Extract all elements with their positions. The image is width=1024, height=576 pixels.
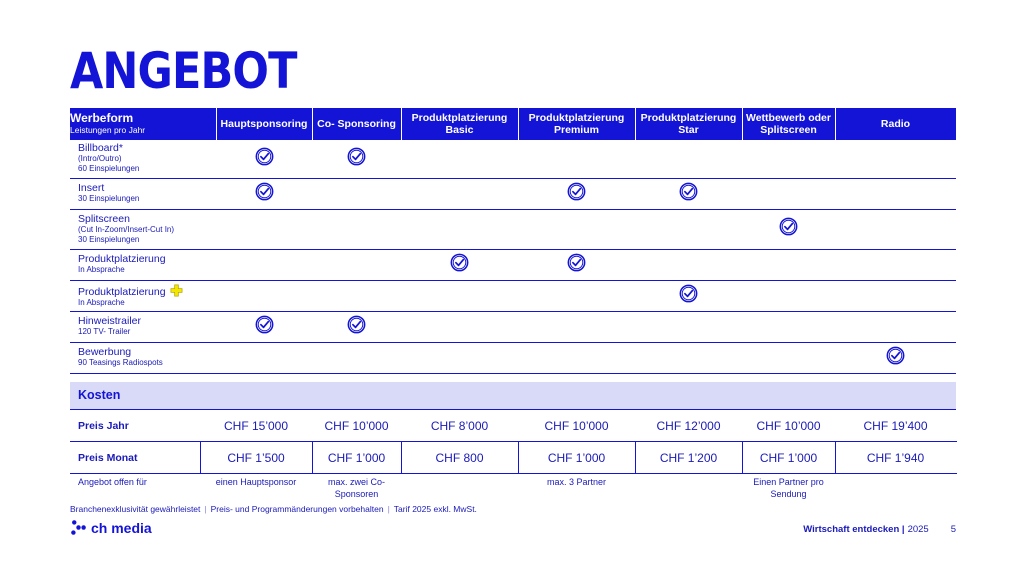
price-cell: CHF 1’000 xyxy=(742,442,835,474)
check-cell xyxy=(312,178,401,209)
row-subtitle: 30 Einspielungen xyxy=(78,234,140,244)
check-cell xyxy=(835,140,956,178)
offer-label: Angebot offen für xyxy=(78,477,147,487)
table-row xyxy=(70,442,956,474)
check-cell xyxy=(635,249,742,280)
check-cell xyxy=(835,209,956,249)
plus-icon xyxy=(170,284,183,297)
row-label xyxy=(70,178,216,209)
row-title: Splitscreen xyxy=(78,212,130,225)
check-cell xyxy=(518,311,635,342)
check-cell xyxy=(518,280,635,311)
check-cell xyxy=(635,178,742,209)
check-circle-icon xyxy=(567,253,586,272)
check-cell xyxy=(518,249,635,280)
footnote-text: Tarif 2025 exkl. MwSt. xyxy=(393,504,477,514)
header-col: Produktplatzierung Basic xyxy=(401,108,518,140)
check-cell xyxy=(635,140,742,178)
row-subtitle: (Intro/Outro) xyxy=(78,154,122,164)
logo-text: ch media xyxy=(91,519,152,536)
row-subtitle: 60 Einspielungen xyxy=(78,164,140,174)
check-cell xyxy=(518,178,635,209)
table-row xyxy=(70,410,956,442)
check-circle-icon xyxy=(450,253,469,272)
table-row xyxy=(70,280,956,311)
header-subtitle: Leistungen pro Jahr xyxy=(70,125,146,135)
price-cell: CHF 12’000 xyxy=(635,410,742,442)
offer-cell: max. zwei Co-Sponsoren xyxy=(327,477,385,499)
ch-media-dots-icon xyxy=(70,519,87,536)
row-label xyxy=(70,140,216,178)
check-cell xyxy=(401,311,518,342)
check-cell xyxy=(216,342,312,373)
check-cell xyxy=(312,209,401,249)
price-cell: CHF 1’000 xyxy=(312,442,401,474)
footer xyxy=(803,524,956,535)
row-subtitle: In Absprache xyxy=(78,265,125,274)
offer-cell: Einen Partner pro Sendung xyxy=(753,477,824,499)
offer-cell xyxy=(635,474,742,501)
header-werbeform xyxy=(70,108,216,140)
price-cell: CHF 8’000 xyxy=(401,410,518,442)
check-cell xyxy=(312,311,401,342)
check-circle-icon xyxy=(679,182,698,201)
check-cell xyxy=(635,209,742,249)
check-cell xyxy=(835,342,956,373)
check-circle-icon xyxy=(567,182,586,201)
check-cell xyxy=(518,140,635,178)
separator: | xyxy=(387,504,390,514)
price-cell: CHF 10’000 xyxy=(518,410,635,442)
check-cell xyxy=(216,249,312,280)
check-cell xyxy=(216,311,312,342)
row-label xyxy=(70,249,216,280)
costs-title: Kosten xyxy=(78,388,121,402)
header-col: Co- Sponsoring xyxy=(312,108,401,140)
check-cell xyxy=(312,249,401,280)
table-row xyxy=(70,209,956,249)
price-cell: CHF 1’940 xyxy=(835,442,956,474)
ch-media-logo xyxy=(70,519,152,536)
offer-cell: einen Hauptsponsor xyxy=(215,477,297,487)
row-title: Insert xyxy=(78,182,105,194)
row-label xyxy=(70,280,216,311)
check-cell xyxy=(216,280,312,311)
price-cell: CHF 1’000 xyxy=(518,442,635,474)
check-cell xyxy=(742,209,835,249)
header-title: Werbeform xyxy=(70,111,134,125)
check-cell xyxy=(835,311,956,342)
offer-cell xyxy=(835,474,956,501)
page-title: ANGEBOT xyxy=(70,42,297,100)
check-cell xyxy=(216,178,312,209)
row-title: Produktplatzierung xyxy=(78,253,166,265)
price-year-label: Preis Jahr xyxy=(70,410,200,442)
table-row xyxy=(70,311,956,342)
check-circle-icon xyxy=(255,182,274,201)
check-cell xyxy=(312,140,401,178)
check-circle-icon xyxy=(886,346,905,365)
check-cell xyxy=(742,311,835,342)
check-cell xyxy=(742,342,835,373)
check-circle-icon xyxy=(347,315,366,334)
check-cell xyxy=(401,249,518,280)
row-title: Produktplatzierung xyxy=(78,285,166,298)
check-circle-icon xyxy=(679,284,698,303)
check-cell xyxy=(742,140,835,178)
costs-section xyxy=(70,382,956,410)
footnote-text: Preis- und Programmänderungen vorbehalten xyxy=(210,504,384,514)
check-cell xyxy=(312,280,401,311)
price-cell: CHF 1’200 xyxy=(635,442,742,474)
row-title: Bewerbung xyxy=(78,346,132,358)
check-cell xyxy=(635,342,742,373)
table-row xyxy=(70,140,956,178)
row-subtitle: 30 Einspielungen xyxy=(78,194,140,203)
page-number: 5 xyxy=(950,524,956,535)
row-subtitle: (Cut In-Zoom/Insert-Cut In) xyxy=(78,224,175,234)
row-title: Billboard* xyxy=(78,142,123,155)
check-cell xyxy=(635,280,742,311)
row-label xyxy=(70,311,216,342)
check-cell xyxy=(742,178,835,209)
price-cell: CHF 10’000 xyxy=(742,410,835,442)
check-circle-icon xyxy=(255,147,274,166)
price-cell: CHF 1’500 xyxy=(200,442,312,474)
check-circle-icon xyxy=(255,315,274,334)
offer-row-table xyxy=(70,474,956,501)
check-cell xyxy=(401,209,518,249)
separator: | xyxy=(204,504,207,514)
check-cell xyxy=(742,249,835,280)
check-circle-icon xyxy=(347,147,366,166)
check-cell xyxy=(835,178,956,209)
price-cell: CHF 19’400 xyxy=(835,410,956,442)
check-cell xyxy=(401,140,518,178)
table-header xyxy=(70,108,956,140)
offer-table xyxy=(70,108,957,374)
check-cell xyxy=(835,280,956,311)
row-label xyxy=(70,209,216,249)
price-cell: CHF 800 xyxy=(401,442,518,474)
price-table xyxy=(70,410,957,474)
check-cell xyxy=(401,342,518,373)
check-cell xyxy=(401,280,518,311)
header-col: Hauptsponsoring xyxy=(216,108,312,140)
header-col: Wettbewerb oder Splitscreen xyxy=(742,108,835,140)
price-cell: CHF 15’000 xyxy=(200,410,312,442)
row-subtitle: 90 Teasings Radiospots xyxy=(78,358,163,367)
footnote xyxy=(70,504,477,514)
check-cell xyxy=(312,342,401,373)
table-row xyxy=(70,474,956,501)
table-row xyxy=(70,342,956,373)
table-row xyxy=(70,249,956,280)
row-subtitle: 120 TV- Trailer xyxy=(78,327,131,336)
row-subtitle: In Absprache xyxy=(78,297,125,307)
offer-cell xyxy=(401,474,518,501)
header-col: Produktplatzierung Premium xyxy=(518,108,635,140)
check-cell xyxy=(742,280,835,311)
footer-year: 2025 xyxy=(907,524,929,535)
price-cell: CHF 10’000 xyxy=(312,410,401,442)
check-cell xyxy=(518,342,635,373)
check-cell xyxy=(216,140,312,178)
row-title: Hinweistrailer xyxy=(78,315,142,327)
footer-text: Wirtschaft entdecken | xyxy=(803,524,905,535)
check-cell xyxy=(518,209,635,249)
check-cell xyxy=(635,311,742,342)
footnote-text: Branchenexklusivität gewährleistet xyxy=(70,504,201,514)
header-col: Radio xyxy=(835,108,956,140)
check-circle-icon xyxy=(779,217,798,236)
check-cell xyxy=(835,249,956,280)
header-col: Produktplatzierung Star xyxy=(635,108,742,140)
offer-cell: max. 3 Partner xyxy=(546,477,607,487)
check-cell xyxy=(401,178,518,209)
price-month-label: Preis Monat xyxy=(70,442,200,474)
check-cell xyxy=(216,209,312,249)
row-label xyxy=(70,342,216,373)
table-row xyxy=(70,178,956,209)
